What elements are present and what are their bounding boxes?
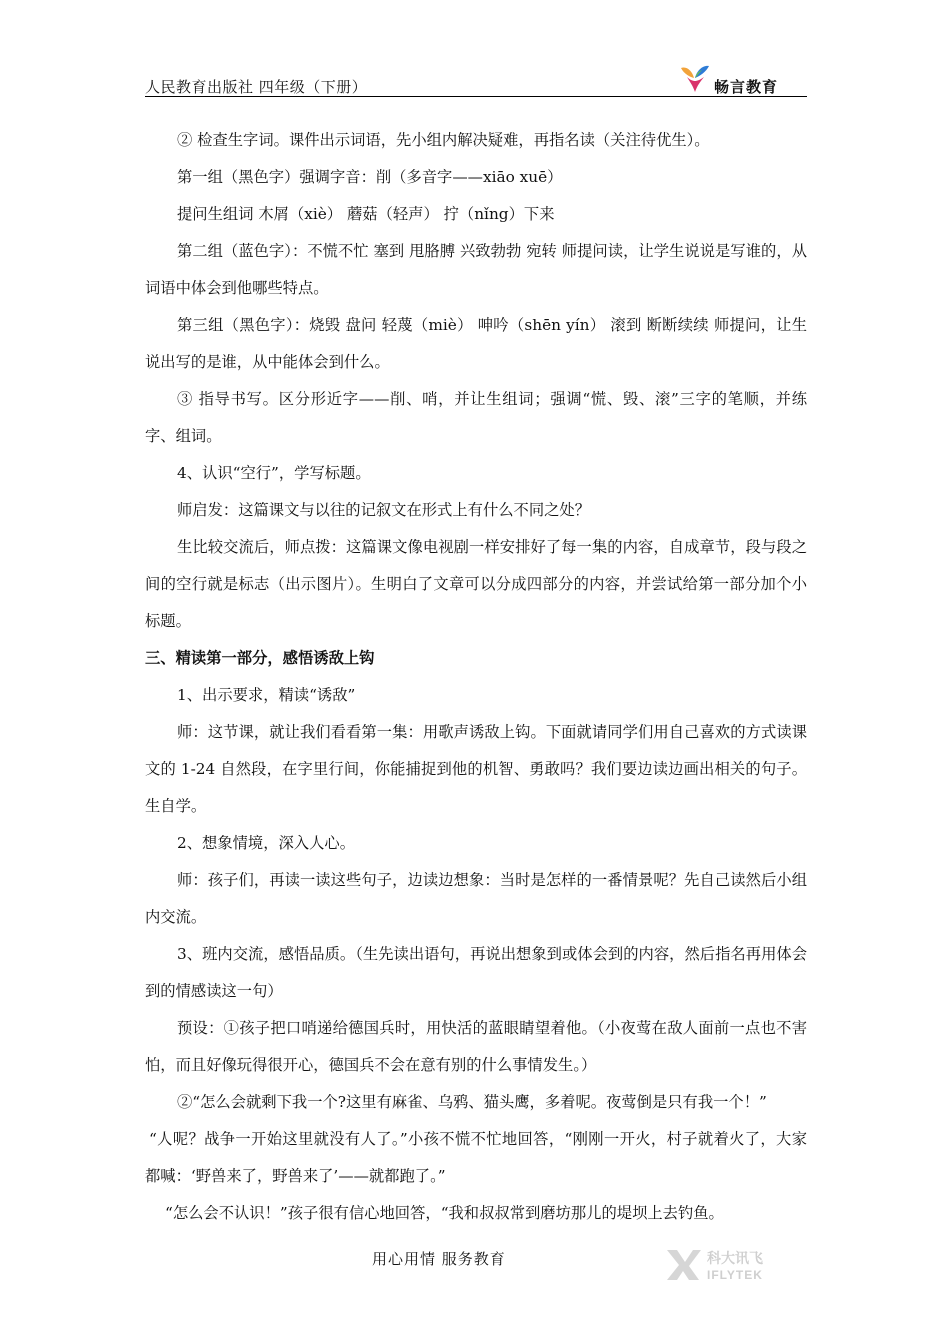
paragraph: 提问生组词 木屑（xiè） 蘑菇（轻声） 拧（nǐng）下来	[177, 205, 555, 223]
paragraph: ②“怎么会就剩下我一个?这里有麻雀、乌鸦、猫头鹰，多着呢。夜莺倒是只有我一个！”	[177, 1093, 767, 1111]
footer-logo-en: IFLYTEK	[707, 1268, 763, 1282]
section-heading: 三、精读第一部分，感悟诱敌上钩	[145, 649, 375, 667]
paragraph: 预设：①孩子把口哨递给德国兵时，用快活的蓝眼睛望着他。（小夜莺在敌人面前一点也不害怕，而且好像玩得很开心，德国兵不会在意有别的什么事情发生。）	[145, 1019, 807, 1074]
paragraph: ③ 指导书写。区分形近字——削、哨，并让生组词；强调“慌、毁、滚”三字的笔顺，并练字、组词。	[145, 390, 807, 445]
changyan-logo-icon	[678, 62, 712, 94]
page-footer	[0, 1244, 950, 1284]
page-header	[145, 62, 807, 98]
paragraph: 4、认识“空行”，学写标题。	[177, 464, 371, 482]
paragraph: 生比较交流后，师点拨：这篇课文像电视剧一样安排好了每一集的内容，自成章节，段与段之间的空行就是标志（出示图片）。生明白了文章可以分成四部分的内容，并尝试给第一部分加个小标题。	[145, 538, 807, 630]
footer-slogan: 用心用情 服务教育	[372, 1250, 506, 1268]
footer-logo-cn: 科大讯飞	[707, 1250, 763, 1266]
paragraph: 1、出示要求，精读“诱敌”	[177, 686, 356, 704]
paragraph: ② 检查生字词。课件出示词语，先小组内解决疑难，再指名读（关注待优生）。	[177, 131, 710, 149]
paragraph: 师启发：这篇课文与以往的记叙文在形式上有什么不同之处？	[177, 501, 591, 519]
paragraph: “人呢？战争一开始这里就没有人了。”小孩不慌不忙地回答，“刚刚一开火，村子就着火了，大家都喊：‘野兽来了，野兽来了’——就都跑了。”	[145, 1130, 807, 1185]
paragraph: 第一组（黑色字）强调字音：削（多音字——xiāo xuē）	[177, 168, 563, 186]
iflytek-watermark-icon	[663, 1244, 813, 1284]
paragraph: 师：孩子们，再读一读这些句子，边读边想象：当时是怎样的一番情景呢？先自己读然后小组内交流。	[145, 871, 807, 926]
paragraph: “怎么会不认识！”孩子很有信心地回答，“我和叔叔常到磨坊那儿的堤坝上去钓鱼。	[165, 1204, 724, 1222]
paragraph: 师：这节课，就让我们看看第一集：用歌声诱敌上钩。下面就请同学们用自己喜欢的方式读课文的 1-24 自然段，在字里行间，你能捕捉到他的机智、勇敢吗？我们要边读边画出相关的句子。生自学。	[145, 723, 807, 815]
publisher-grade-label: 人民教育出版社 四年级（下册）	[145, 78, 368, 96]
header-divider	[145, 96, 807, 97]
paragraph: 第二组（蓝色字）：不慌不忙 塞到 甩胳膊 兴致勃勃 宛转 师提问读，让学生说说是写谁的，从词语中体会到他哪些特点。	[145, 242, 807, 297]
paragraph: 2、想象情境，深入人心。	[177, 834, 355, 852]
brand-name: 畅言教育	[714, 78, 779, 96]
paragraph: 第三组（黑色字）：烧毁 盘问 轻蔑（miè） 呻吟（shēn yín） 滚到 断断续续 师提问，让生说出写的是谁，从中能体会到什么。	[145, 316, 807, 371]
document-body	[145, 122, 807, 1232]
paragraph: 3、班内交流，感悟品质。（生先读出语句，再说出想象到或体会到的内容，然后指名再用体会到的情感读这一句）	[145, 945, 807, 1000]
